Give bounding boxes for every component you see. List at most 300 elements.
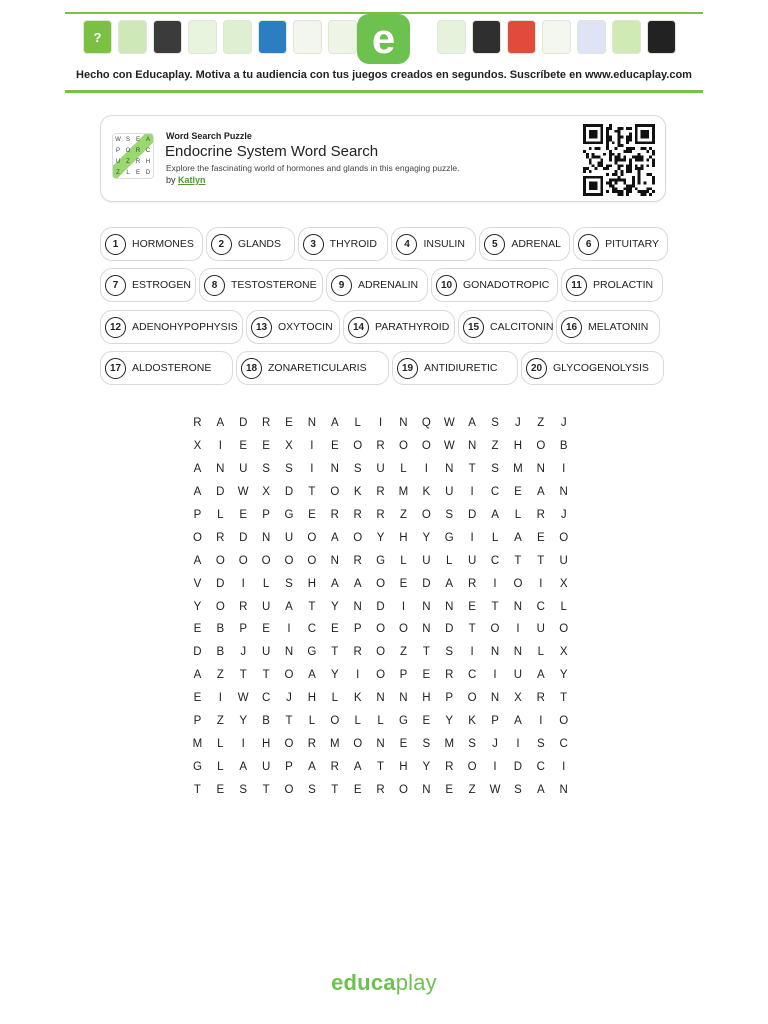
grid-letter[interactable]: O <box>261 554 271 567</box>
matching-pairs-icon[interactable] <box>437 20 466 54</box>
grid-letter[interactable]: M <box>329 737 340 750</box>
grid-letter[interactable]: K <box>468 715 476 728</box>
grid-letter[interactable]: E <box>514 486 522 499</box>
grid-letter[interactable]: O <box>421 509 431 521</box>
grid-letter[interactable]: U <box>422 554 431 567</box>
footer-logo[interactable] <box>0 970 768 996</box>
grid-letter[interactable]: Y <box>330 600 339 613</box>
grid-letter[interactable]: H <box>399 531 408 544</box>
grid-letter[interactable]: N <box>490 646 500 659</box>
grid-letter[interactable]: E <box>445 783 454 796</box>
grid-letter[interactable]: O <box>284 737 294 750</box>
grid-letter[interactable]: R <box>353 646 362 659</box>
grid-letter[interactable]: N <box>536 463 545 476</box>
grid-letter[interactable]: L <box>491 531 499 544</box>
grid-letter[interactable]: O <box>192 531 202 544</box>
grid-letter[interactable]: D <box>239 531 248 544</box>
grid-letter[interactable]: Y <box>239 715 248 728</box>
grid-letter[interactable]: G <box>398 715 408 728</box>
grid-letter[interactable]: U <box>536 623 545 636</box>
grid-letter[interactable]: O <box>353 737 363 750</box>
grid-letter[interactable]: S <box>422 737 431 750</box>
grid-letter[interactable]: S <box>514 783 522 796</box>
grid-letter[interactable]: R <box>536 509 545 521</box>
qr-code-icon[interactable] <box>583 124 655 196</box>
grid-letter[interactable]: I <box>378 417 383 430</box>
grid-letter[interactable]: N <box>513 646 523 659</box>
grid-letter[interactable]: T <box>262 669 270 682</box>
grid-letter[interactable]: I <box>470 486 474 499</box>
grid-letter[interactable]: D <box>376 600 385 613</box>
grid-letter[interactable]: A <box>514 715 522 728</box>
grid-letter[interactable]: O <box>307 554 317 567</box>
grid-letter[interactable]: O <box>330 715 340 728</box>
grid-letter[interactable]: T <box>308 600 316 613</box>
grid-letter[interactable]: U <box>467 554 477 567</box>
grid-letter[interactable]: X <box>559 646 568 659</box>
grid-letter[interactable]: P <box>353 623 362 636</box>
grid-letter[interactable]: A <box>330 531 339 544</box>
grid-letter[interactable]: J <box>515 417 521 430</box>
grid-letter[interactable]: D <box>513 760 523 773</box>
grid-letter[interactable]: O <box>215 600 225 613</box>
grid-letter[interactable]: O <box>376 669 386 682</box>
grid-letter[interactable]: B <box>216 646 225 659</box>
grid-letter[interactable]: D <box>216 486 225 499</box>
grid-letter[interactable]: S <box>285 577 293 590</box>
grid-letter[interactable]: Y <box>330 669 339 682</box>
grid-letter[interactable]: S <box>536 737 545 750</box>
grid-letter[interactable]: O <box>376 577 386 590</box>
true-false-icon[interactable] <box>507 20 536 54</box>
grid-letter[interactable]: O <box>467 760 477 773</box>
grid-letter[interactable]: C <box>559 737 568 750</box>
grid-letter[interactable]: L <box>377 715 384 728</box>
grid-letter[interactable]: I <box>241 737 245 750</box>
grid-letter[interactable]: I <box>401 600 406 613</box>
fill-blanks-icon[interactable] <box>118 20 147 54</box>
grid-letter[interactable]: X <box>262 486 270 499</box>
grid-letter[interactable]: A <box>216 417 225 430</box>
grid-letter[interactable]: N <box>376 737 385 750</box>
grid-letter[interactable]: E <box>536 531 545 544</box>
grid-letter[interactable]: A <box>445 577 454 590</box>
alphabet-wheel-icon[interactable] <box>472 20 501 54</box>
grid-letter[interactable]: I <box>356 669 360 682</box>
grid-letter[interactable]: N <box>445 463 454 476</box>
grid-letter[interactable]: N <box>284 646 294 659</box>
grid-letter[interactable]: W <box>489 783 501 796</box>
grid-letter[interactable]: N <box>559 486 568 499</box>
grid-letter[interactable]: J <box>560 509 567 521</box>
grid-letter[interactable]: W <box>237 486 249 499</box>
grid-letter[interactable]: R <box>216 531 225 544</box>
grid-letter[interactable]: X <box>514 692 522 705</box>
grid-letter[interactable]: R <box>330 760 339 773</box>
grid-letter[interactable]: N <box>399 417 408 430</box>
grid-letter[interactable]: O <box>284 783 294 796</box>
grid-letter[interactable]: I <box>516 737 520 750</box>
grid-letter[interactable]: P <box>193 715 202 728</box>
grid-letter[interactable]: E <box>422 715 431 728</box>
grid-letter[interactable]: D <box>193 646 202 659</box>
grid-letter[interactable]: H <box>513 440 523 453</box>
grid-letter[interactable]: O <box>559 715 569 728</box>
grid-letter[interactable]: B <box>559 440 568 453</box>
grid-letter[interactable]: A <box>285 600 293 613</box>
grid-letter[interactable]: O <box>376 646 386 659</box>
grid-letter[interactable]: N <box>330 554 339 567</box>
grid-letter[interactable]: E <box>422 669 431 682</box>
grid-letter[interactable]: T <box>514 554 522 567</box>
grid-letter[interactable]: N <box>467 440 477 453</box>
grid-letter[interactable]: L <box>331 692 338 705</box>
grid-letter[interactable]: R <box>376 440 385 453</box>
grid-letter[interactable]: A <box>193 554 202 567</box>
grid-letter[interactable]: T <box>491 600 499 613</box>
grid-letter[interactable]: E <box>308 509 316 521</box>
grid-letter[interactable]: Z <box>537 417 545 430</box>
grid-letter[interactable]: G <box>284 509 294 521</box>
grid-letter[interactable]: J <box>492 737 498 750</box>
grid-letter[interactable]: S <box>491 463 499 476</box>
grid-letter[interactable]: R <box>353 554 362 567</box>
grid-letter[interactable]: A <box>193 463 202 476</box>
grid-letter[interactable]: I <box>562 760 566 773</box>
grid-letter[interactable]: L <box>354 715 361 728</box>
grid-letter[interactable]: J <box>560 417 567 430</box>
grid-letter[interactable]: T <box>468 623 476 636</box>
grid-letter[interactable]: Z <box>468 783 476 796</box>
grid-letter[interactable]: O <box>559 531 569 544</box>
grid-letter[interactable]: T <box>239 669 247 682</box>
author-link[interactable]: Katlyn <box>178 175 206 185</box>
grid-letter[interactable]: T <box>308 486 316 499</box>
grid-letter[interactable]: C <box>307 623 317 636</box>
grid-letter[interactable]: L <box>400 554 407 567</box>
dialogue-icon[interactable] <box>188 20 217 54</box>
grid-letter[interactable]: O <box>398 623 408 636</box>
grid-letter[interactable]: H <box>422 692 431 705</box>
grid-letter[interactable]: X <box>193 440 202 453</box>
grid-letter[interactable]: T <box>560 692 568 705</box>
grid-letter[interactable]: E <box>239 509 248 521</box>
grid-letter[interactable]: L <box>400 463 407 476</box>
grid-letter[interactable]: R <box>445 669 454 682</box>
grid-letter[interactable]: I <box>493 669 497 682</box>
grid-letter[interactable]: T <box>331 646 339 659</box>
grid-letter[interactable]: D <box>422 577 431 590</box>
grid-letter[interactable]: E <box>285 417 293 430</box>
grid-letter[interactable]: T <box>331 783 339 796</box>
grid-letter[interactable]: B <box>262 715 270 728</box>
grid-letter[interactable]: I <box>516 623 520 636</box>
grid-letter[interactable]: L <box>560 600 567 613</box>
grid-letter[interactable]: Z <box>216 715 224 728</box>
grid-letter[interactable]: A <box>536 486 545 499</box>
grid-letter[interactable]: T <box>285 715 293 728</box>
grid-letter[interactable]: L <box>308 715 316 728</box>
grid-letter[interactable]: S <box>308 783 316 796</box>
grid-letter[interactable]: H <box>307 577 317 590</box>
grid-letter[interactable]: N <box>513 600 523 613</box>
grid-letter[interactable]: R <box>445 760 454 773</box>
grid-letter[interactable]: N <box>422 783 431 796</box>
grid-letter[interactable]: E <box>262 440 270 453</box>
grid-letter[interactable]: R <box>307 737 317 750</box>
grid-letter[interactable]: N <box>445 600 454 613</box>
grid-letter[interactable]: A <box>468 417 476 430</box>
grid-letter[interactable]: P <box>239 623 248 636</box>
grid-letter[interactable]: A <box>491 509 499 521</box>
grid-letter[interactable]: J <box>240 646 247 659</box>
grid-letter[interactable]: C <box>490 486 500 499</box>
grid-letter[interactable]: E <box>239 440 248 453</box>
grid-letter[interactable]: E <box>193 623 202 636</box>
grid-letter[interactable]: N <box>376 692 385 705</box>
grid-letter[interactable]: X <box>285 440 293 453</box>
grid-letter[interactable]: Y <box>559 669 568 682</box>
grid-letter[interactable]: O <box>215 554 225 567</box>
grid-letter[interactable]: A <box>514 531 522 544</box>
grid-letter[interactable]: E <box>216 783 225 796</box>
grid-letter[interactable]: M <box>513 463 523 476</box>
grid-letter[interactable]: S <box>468 737 476 750</box>
grid-letter[interactable]: R <box>467 577 477 590</box>
grid-letter[interactable]: O <box>330 486 340 499</box>
grid-letter[interactable]: E <box>330 440 339 453</box>
grid-letter[interactable]: R <box>330 509 339 521</box>
grid-letter[interactable]: I <box>424 463 428 476</box>
grid-letter[interactable]: G <box>444 531 454 544</box>
grid-letter[interactable]: Z <box>491 440 499 453</box>
grid-letter[interactable]: W <box>443 417 455 430</box>
grid-letter[interactable]: L <box>537 646 544 659</box>
grid-letter[interactable]: M <box>192 737 203 750</box>
educaplay-logo-icon[interactable]: e <box>357 14 410 64</box>
grid-letter[interactable]: U <box>239 463 248 476</box>
grid-letter[interactable]: D <box>467 509 477 521</box>
grid-letter[interactable]: O <box>284 669 294 682</box>
frog-game-icon[interactable] <box>223 20 252 54</box>
grid-letter[interactable]: I <box>310 440 314 453</box>
grid-letter[interactable]: S <box>285 463 293 476</box>
grid-letter[interactable]: S <box>262 463 270 476</box>
grid-letter[interactable]: A <box>239 760 248 773</box>
grid-letter[interactable]: N <box>353 600 362 613</box>
grid-letter[interactable]: R <box>536 692 545 705</box>
grid-letter[interactable]: P <box>445 692 454 705</box>
grid-letter[interactable]: R <box>376 783 385 796</box>
grid-letter[interactable]: O <box>536 440 546 453</box>
grid-letter[interactable]: P <box>399 669 408 682</box>
grid-letter[interactable]: P <box>491 715 499 728</box>
grid-letter[interactable]: L <box>217 509 224 521</box>
grid-letter[interactable]: P <box>262 509 270 521</box>
grid-letter[interactable]: O <box>238 554 248 567</box>
grid-letter[interactable]: L <box>354 417 361 430</box>
grid-letter[interactable]: G <box>376 554 386 567</box>
grid-letter[interactable]: I <box>493 760 497 773</box>
grid-letter[interactable]: U <box>261 760 271 773</box>
grid-letter[interactable]: V <box>193 577 202 590</box>
grid-letter[interactable]: R <box>353 509 362 521</box>
grid-letter[interactable]: A <box>308 760 316 773</box>
grid-letter[interactable]: Z <box>399 509 407 521</box>
word-search-icon[interactable] <box>542 20 571 54</box>
grid-letter[interactable]: O <box>398 440 408 453</box>
grid-letter[interactable]: O <box>376 623 386 636</box>
grid-letter[interactable]: L <box>217 760 224 773</box>
grid-letter[interactable]: O <box>467 692 477 705</box>
grid-letter[interactable]: R <box>376 509 385 521</box>
grid-letter[interactable]: T <box>377 760 385 773</box>
grid-letter[interactable]: N <box>490 692 500 705</box>
grid-letter[interactable]: M <box>398 486 409 499</box>
grid-letter[interactable]: I <box>539 577 543 590</box>
grid-letter[interactable]: A <box>308 669 316 682</box>
grid-letter[interactable]: S <box>353 463 362 476</box>
grid-letter[interactable]: I <box>470 531 474 544</box>
grid-letter[interactable]: A <box>536 783 545 796</box>
grid-letter[interactable]: A <box>536 669 545 682</box>
grid-letter[interactable]: Z <box>216 669 224 682</box>
grid-letter[interactable]: R <box>239 600 248 613</box>
grid-letter[interactable]: L <box>446 554 453 567</box>
grid-letter[interactable]: D <box>216 577 225 590</box>
grid-letter[interactable]: A <box>330 577 339 590</box>
grid-letter[interactable]: W <box>237 692 249 705</box>
grid-letter[interactable]: H <box>261 737 271 750</box>
grid-letter[interactable]: B <box>216 623 225 636</box>
grid-letter[interactable]: Z <box>399 646 407 659</box>
grid-letter[interactable]: D <box>445 623 454 636</box>
grid-letter[interactable]: K <box>422 486 431 499</box>
grid-letter[interactable]: E <box>330 623 339 636</box>
grid-letter[interactable]: H <box>307 692 317 705</box>
grid-letter[interactable]: O <box>398 783 408 796</box>
grid-letter[interactable]: E <box>468 600 476 613</box>
grid-letter[interactable]: G <box>192 760 202 773</box>
grid-letter[interactable]: O <box>353 531 363 544</box>
grid-letter[interactable]: N <box>422 623 431 636</box>
grid-letter[interactable]: Y <box>376 531 385 544</box>
grid-letter[interactable]: I <box>287 623 291 636</box>
grid-letter[interactable]: O <box>353 440 363 453</box>
grid-letter[interactable]: U <box>261 646 271 659</box>
grid-letter[interactable]: C <box>536 600 545 613</box>
grid-letter[interactable]: O <box>559 623 569 636</box>
letter-soup-icon[interactable] <box>293 20 322 54</box>
grid-letter[interactable]: M <box>444 737 455 750</box>
grid-letter[interactable]: O <box>513 577 523 590</box>
grid-letter[interactable]: C <box>490 554 500 567</box>
grid-letter[interactable]: A <box>193 669 202 682</box>
grid-letter[interactable]: X <box>559 577 568 590</box>
grid-letter[interactable]: I <box>539 715 543 728</box>
grid-letter[interactable]: G <box>307 646 317 659</box>
grid-letter[interactable]: N <box>307 417 317 430</box>
grid-letter[interactable]: U <box>445 486 454 499</box>
grid-letter[interactable]: K <box>353 486 362 499</box>
grid-letter[interactable]: O <box>421 440 431 453</box>
grid-letter[interactable]: Q <box>421 417 431 430</box>
grid-letter[interactable]: N <box>559 783 568 796</box>
grid-letter[interactable]: C <box>536 760 545 773</box>
grid-letter[interactable]: S <box>239 783 248 796</box>
grid-letter[interactable]: N <box>216 463 225 476</box>
video-quiz-icon[interactable] <box>647 20 676 54</box>
grid-letter[interactable]: N <box>399 692 408 705</box>
grid-letter[interactable]: S <box>491 417 499 430</box>
grid-letter[interactable]: U <box>261 600 271 613</box>
quiz-icon[interactable]: ? <box>83 20 112 54</box>
grid-letter[interactable]: I <box>562 463 566 476</box>
grid-letter[interactable]: E <box>399 737 408 750</box>
grid-letter[interactable]: U <box>284 531 294 544</box>
grid-letter[interactable]: I <box>241 577 245 590</box>
grid-letter[interactable]: L <box>262 577 270 590</box>
grid-letter[interactable]: Y <box>422 531 431 544</box>
grid-letter[interactable]: E <box>353 783 362 796</box>
grid-letter[interactable]: P <box>285 760 293 773</box>
grid-letter[interactable]: P <box>193 509 202 521</box>
grid-letter[interactable]: U <box>376 463 385 476</box>
grid-letter[interactable]: N <box>261 531 271 544</box>
ordering-icon[interactable] <box>577 20 606 54</box>
grid-letter[interactable]: S <box>445 646 454 659</box>
grid-letter[interactable]: O <box>490 623 500 636</box>
grid-letter[interactable]: I <box>218 692 222 705</box>
grid-letter[interactable]: D <box>284 486 294 499</box>
grid-letter[interactable]: K <box>353 692 362 705</box>
grid-letter[interactable]: S <box>445 509 454 521</box>
grid-letter[interactable]: E <box>399 577 408 590</box>
grid-letter[interactable]: O <box>307 531 317 544</box>
grid-letter[interactable]: I <box>218 440 222 453</box>
map-quiz-icon[interactable] <box>258 20 287 54</box>
grid-letter[interactable]: W <box>443 440 455 453</box>
grid-letter[interactable]: I <box>493 577 497 590</box>
grid-letter[interactable]: C <box>467 669 477 682</box>
grid-letter[interactable]: J <box>286 692 292 705</box>
grid-letter[interactable]: E <box>193 692 202 705</box>
grid-letter[interactable]: T <box>468 463 476 476</box>
grid-letter[interactable]: A <box>330 417 339 430</box>
grid-letter[interactable]: H <box>399 760 408 773</box>
memory-game-icon[interactable] <box>328 20 357 54</box>
grid-letter[interactable]: A <box>353 577 362 590</box>
grid-letter[interactable]: O <box>284 554 294 567</box>
grid-letter[interactable]: U <box>559 554 568 567</box>
grid-letter[interactable]: U <box>513 669 523 682</box>
writing-icon[interactable] <box>612 20 641 54</box>
grid-letter[interactable]: Y <box>422 760 431 773</box>
grid-letter[interactable]: T <box>537 554 545 567</box>
grid-letter[interactable]: D <box>239 417 248 430</box>
grid-letter[interactable]: E <box>262 623 270 636</box>
grid-letter[interactable]: A <box>353 760 362 773</box>
crossword-puzzle-icon[interactable] <box>153 20 182 54</box>
grid-letter[interactable]: I <box>310 463 314 476</box>
grid-letter[interactable]: L <box>514 509 522 521</box>
grid-letter[interactable]: I <box>470 646 474 659</box>
grid-letter[interactable]: L <box>217 737 224 750</box>
grid-letter[interactable]: T <box>193 783 201 796</box>
grid-letter[interactable]: R <box>261 417 271 430</box>
grid-letter[interactable]: T <box>262 783 270 796</box>
grid-letter[interactable]: R <box>193 417 202 430</box>
